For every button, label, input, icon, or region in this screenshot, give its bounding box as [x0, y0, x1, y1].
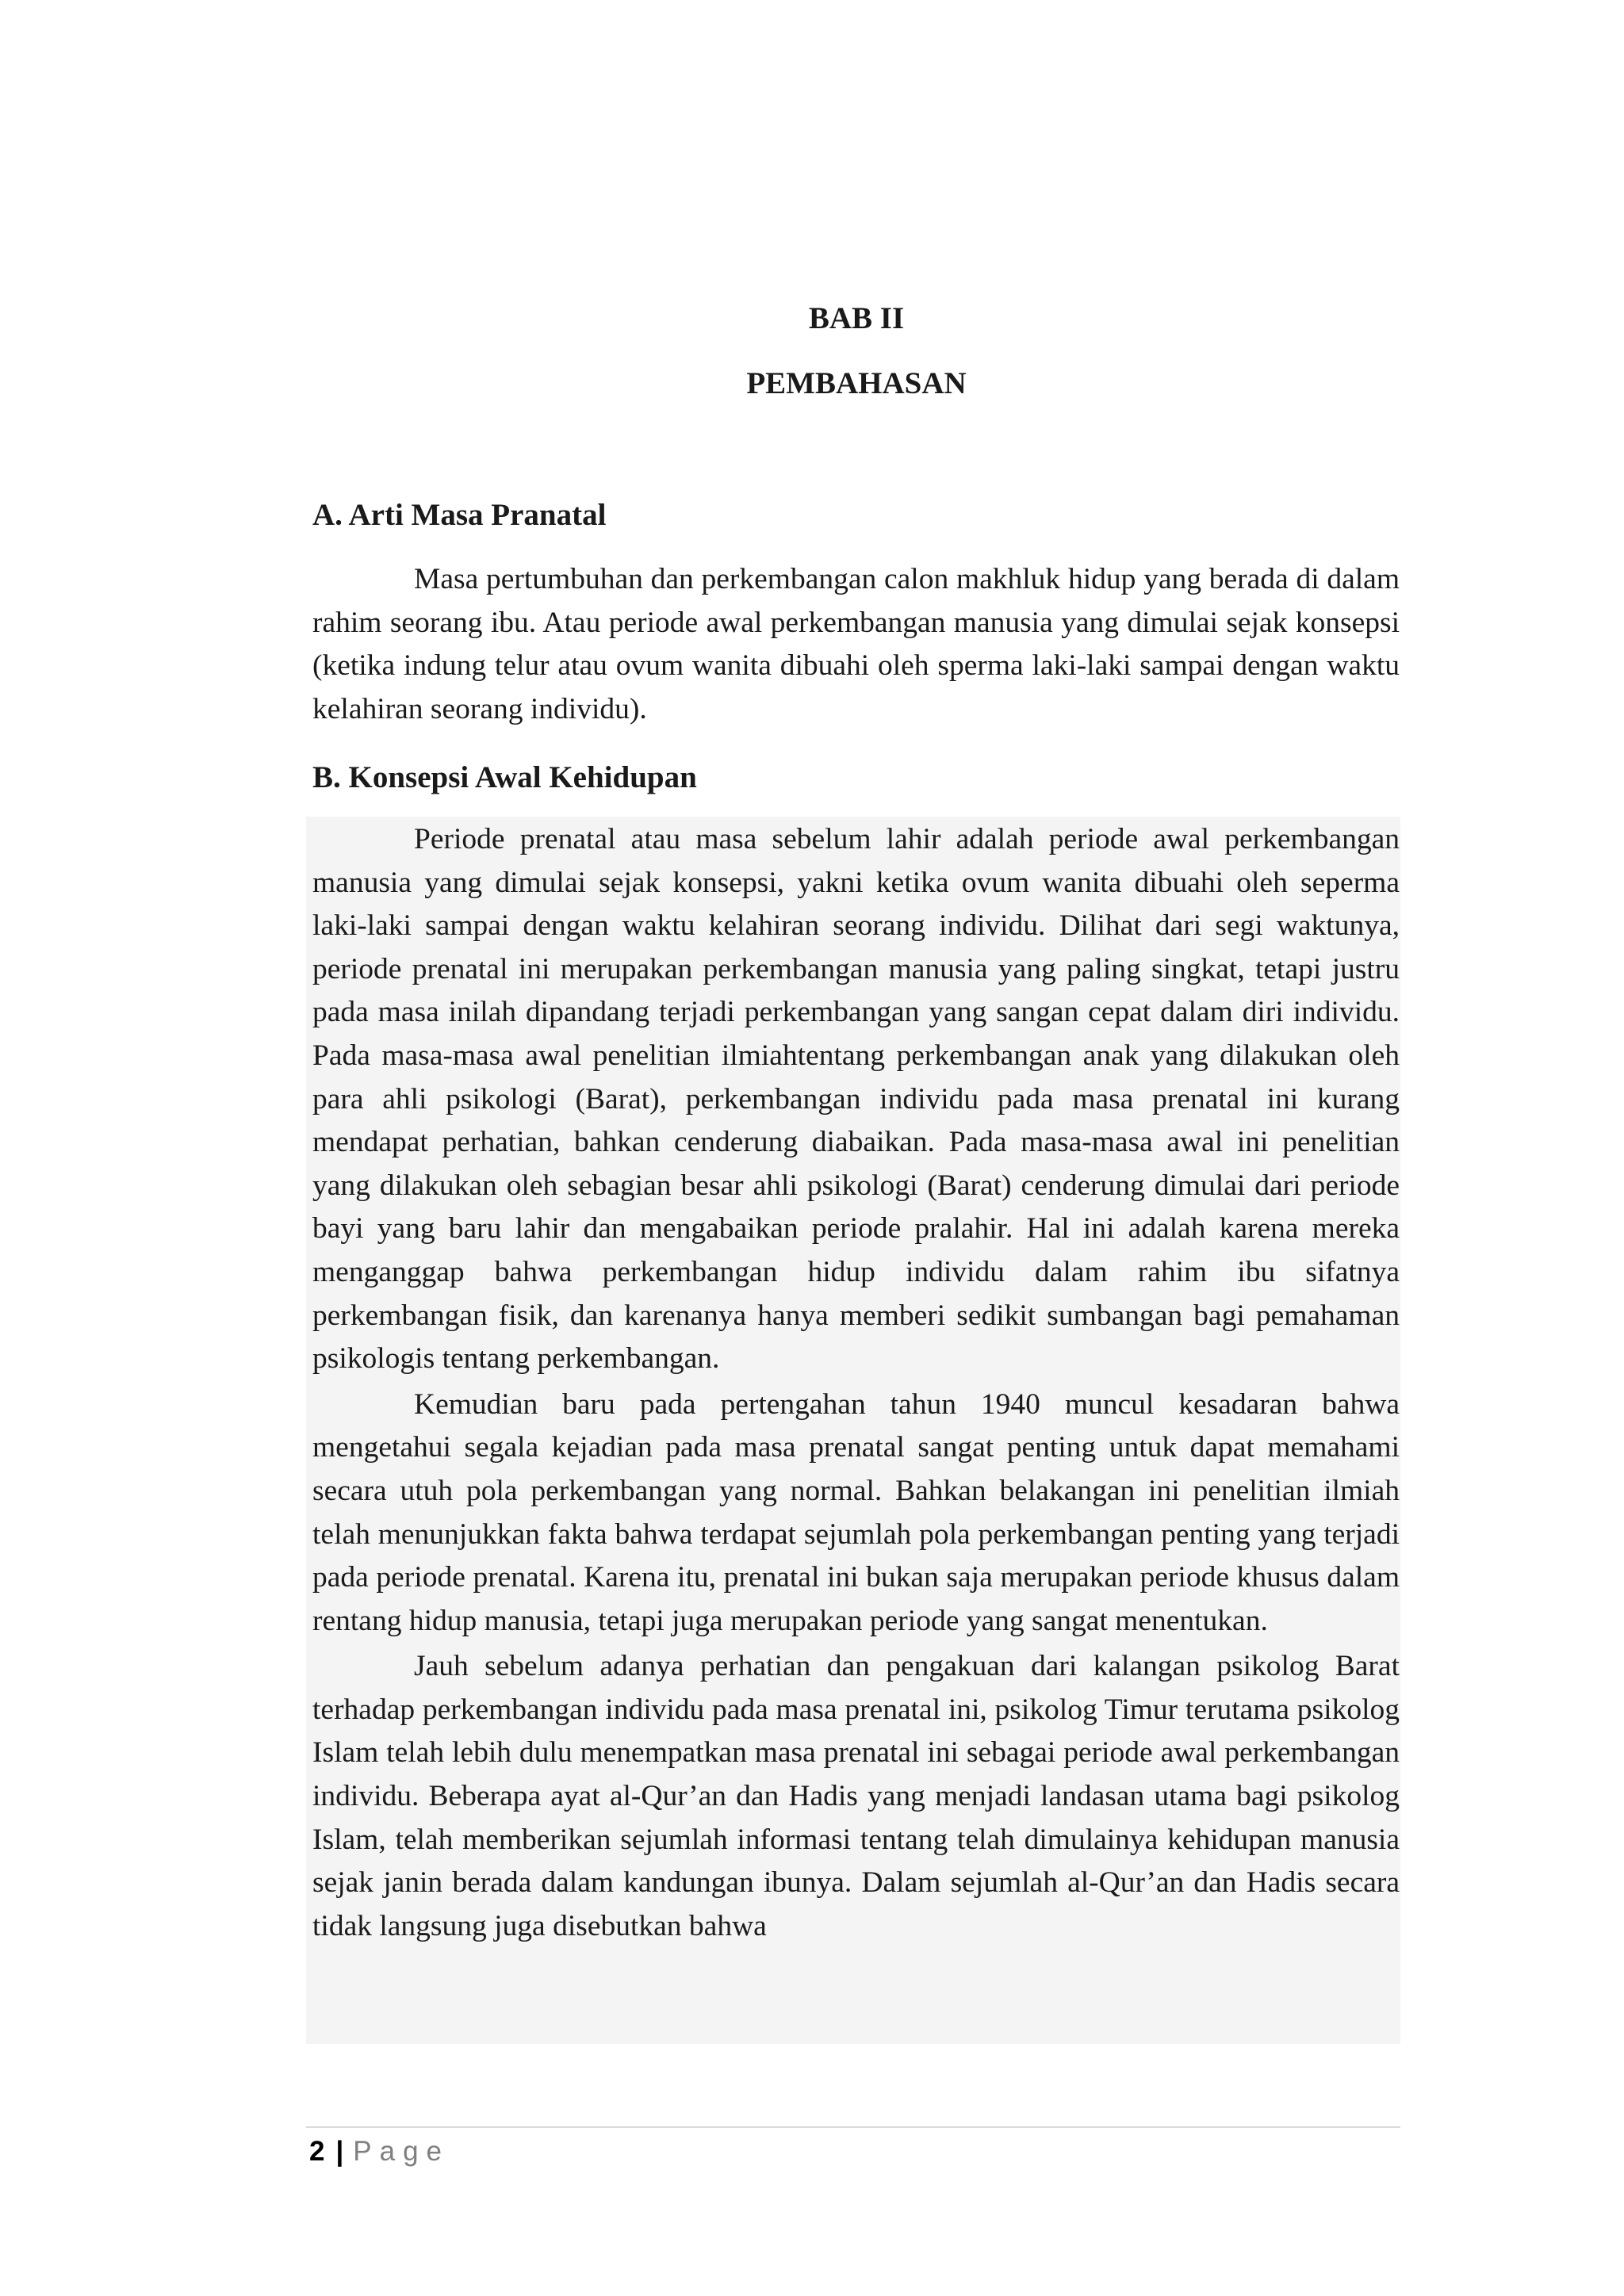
- section-heading-a: A. Arti Masa Pranatal: [312, 498, 607, 532]
- page-label: Page: [353, 2136, 450, 2167]
- footer-divider: [306, 2126, 1400, 2128]
- chapter-number: BAB II: [808, 301, 905, 335]
- section-heading-b: B. Konsepsi Awal Kehidupan: [312, 760, 697, 794]
- section-body-b: [312, 818, 1400, 1948]
- section-body-a: [312, 558, 1400, 731]
- page-number: 2: [309, 2136, 325, 2167]
- paragraph: Masa pertumbuhan dan perkembangan calon makhluk hidup yang berada di dalam rahim seorang ibu. Atau periode awal perkembangan manusia yang dimulai sejak konsepsi (ketika indung telur atau ovum wanita dibuahi oleh sperma laki-laki sampai dengan waktu kelahiran seorang individu).: [312, 563, 1400, 725]
- page-footer: [309, 2133, 450, 2171]
- paragraph: Jauh sebelum adanya perhatian dan pengakuan dari kalangan psikolog Barat terhadap perkembangan individu pada masa prenatal ini, psikolog Timur terutama psikolog Islam telah lebih dulu menempatkan masa prenatal ini sebagai periode awal perkembangan individu. Beberapa ayat al-Qur’an dan Hadis yang menjadi landasan utama bagi psikolog Islam, telah memberikan sejumlah informasi tentang telah dimulainya kehidupan manusia sejak janin berada dalam kandungan ibunya. Dalam sejumlah al-Qur’an dan Hadis secara tidak langsung juga disebutkan bahwa: [312, 1650, 1400, 1942]
- paragraph: Kemudian baru pada pertengahan tahun 1940 muncul kesadaran bahwa mengetahui segala kejadian pada masa prenatal sangat penting untuk dapat memahami secara utuh pola perkembangan yang normal. Bahkan belakangan ini penelitian ilmiah telah menunjukkan fakta bahwa terdapat sejumlah pola perkembangan penting yang terjadi pada periode prenatal. Karena itu, prenatal ini bukan saja merupakan periode khusus dalam rentang hidup manusia, tetapi juga merupakan periode yang sangat menentukan.: [312, 1387, 1400, 1637]
- footer-separator: |: [335, 2136, 344, 2167]
- chapter-title: PEMBAHASAN: [746, 366, 967, 400]
- paragraph: Periode prenatal atau masa sebelum lahir adalah periode awal perkembangan manusia yang dimulai sejak konsepsi, yakni ketika ovum wanita dibuahi oleh seperma laki-laki sampai dengan waktu kelahiran seorang individu. Dilihat dari segi waktunya, periode prenatal ini merupakan perkembangan manusia yang paling singkat, tetapi justru pada masa inilah dipandang terjadi perkembangan yang sangan cepat dalam diri individu. Pada masa-masa awal penelitian ilmiahtentang perkembangan anak yang dilakukan oleh para ahli psikologi (Barat), perkembangan individu pada masa prenatal ini kurang mendapat perhatian, bahkan cenderung diabaikan. Pada masa-masa awal ini penelitian yang dilakukan oleh sebagian besar ahli psikologi (Barat) cenderung dimulai dari periode bayi yang baru lahir dan mengabaikan periode pralahir. Hal ini adalah karena mereka menganggap bahwa perkembangan hidup individu dalam rahim ibu sifatnya perkembangan fisik, dan karenanya hanya memberi sedikit sumbangan bagi pemahaman psikologis tentang perkembangan.: [312, 823, 1400, 1376]
